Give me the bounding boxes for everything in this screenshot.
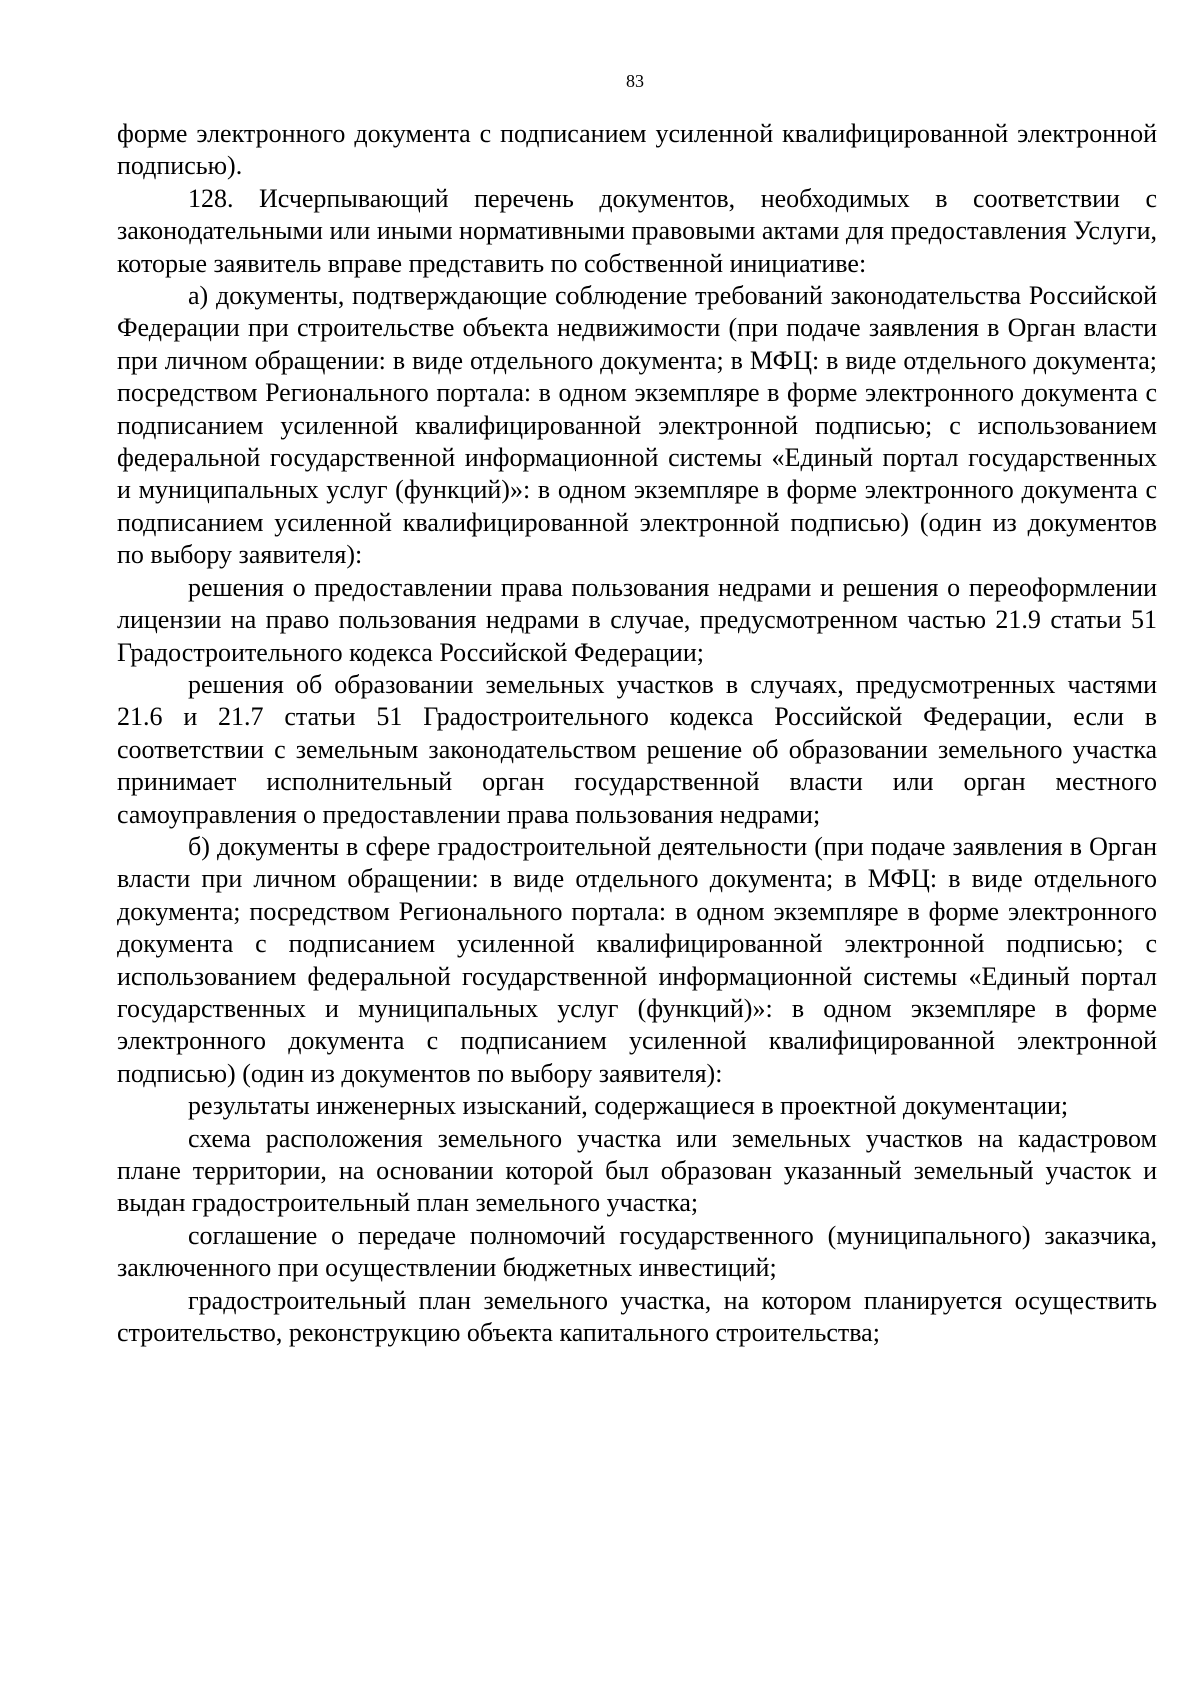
paragraph-land-plot-decision: решения об образовании земельных участков в случаях, предусмотренных частями 21.6 и 21.7 статьи 51 Градостроительного кодекса Российской Федерации, если в соответствии с земельным законодательством решение об образовании земельного участка принимает исполнительный орган государственной власти или орган местного самоуправления о предоставлении права пользования недрами; <box>117 669 1157 829</box>
paragraph-engineering-surveys: результаты инженерных изысканий, содержащиеся в проектной документации; <box>188 1091 1069 1121</box>
paragraph-subitem-a: а) документы, подтверждающие соблюдение требований законодательства Российской Федерации при строительстве объекта недвижимости (при подаче заявления в Орган власти при личном обращении: в виде отдельного документа; в МФЦ: в виде отдельного документа; посредством Регионального портала: в одном экземпляре в форме электронного документа с подписанием усиленной квалифицированной электронной подписью; с использованием федеральной государственной информационной системы «Единый портал государственных и муниципальных услуг (функций)»: в одном экземпляре в форме электронного документа с подписанием усиленной квалифицированной электронной подписью) (один из документов по выбору заявителя): <box>117 281 1157 570</box>
paragraph-subitem-b: б) документы в сфере градостроительной деятельности (при подаче заявления в Орган власти при личном обращении: в виде отдельного документа; в МФЦ: в виде отдельного документа; посредством Регионального портала: в одном экземпляре в форме электронного документа с подписанием усиленной квалифицированной электронной подписью; с использованием федеральной государственной информационной системы «Единый портал государственных и муниципальных услуг (функций)»: в одном экземпляре в форме электронного документа с подписанием усиленной квалифицированной электронной подписью) (один из документов по выбору заявителя): <box>117 831 1157 1088</box>
paragraph-continuation: форме электронного документа с подписанием усиленной квалифицированной электронной подписью). <box>117 119 1157 181</box>
paragraph-land-plot-scheme: схема расположения земельного участка или земельных участков на кадастровом плане территории, на основании которой был образован указанный земельный участок и выдан градостроительный план земельного участка; <box>117 1123 1157 1218</box>
paragraph-urban-plan: градостроительный план земельного участка, на котором планируется осуществить строительство, реконструкцию объекта капитального строительства; <box>117 1285 1157 1348</box>
paragraph-item-128: 128. Исчерпывающий перечень документов, необходимых в соответствии с законодательными или иными нормативными правовыми актами для предоставления Услуги, которые заявитель вправе представить по собственной инициативе: <box>117 183 1157 278</box>
paragraph-subsoil-decision: решения о предоставлении права пользования недрами и решения о переоформлении лицензии на право пользования недрами в случае, предусмотренном частью 21.9 статьи 51 Градостроительного кодекса Российской Федерации; <box>117 572 1157 667</box>
document-body <box>117 118 1157 1349</box>
paragraph-transfer-agreement: соглашение о передаче полномочий государственного (муниципального) заказчика, заключенного при осуществлении бюджетных инвестиций; <box>117 1220 1157 1283</box>
page-number: 83 <box>626 71 644 91</box>
